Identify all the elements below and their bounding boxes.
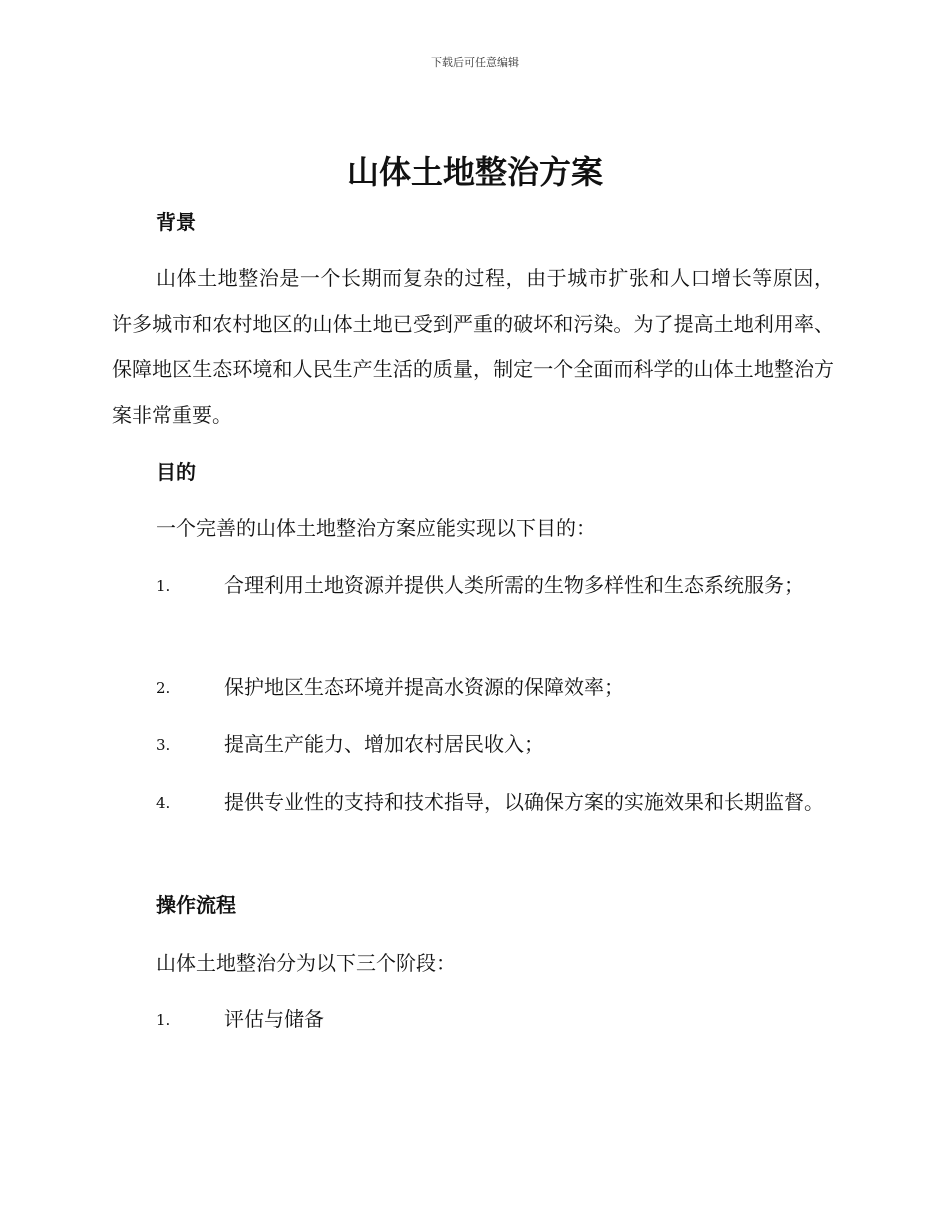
list-number: 1. bbox=[156, 1011, 171, 1029]
process-list-item bbox=[112, 997, 834, 1043]
purpose-list-item bbox=[112, 780, 834, 826]
list-text: 提高生产能力、增加农村居民收入； bbox=[224, 732, 544, 756]
purpose-intro: 一个完善的山体土地整治方案应能实现以下目的： bbox=[156, 516, 596, 540]
list-number: 1. bbox=[156, 577, 171, 595]
section-heading-background: 背景 bbox=[156, 210, 196, 234]
list-number: 4. bbox=[156, 794, 171, 812]
process-intro: 山体土地整治分为以下三个阶段： bbox=[156, 951, 456, 975]
section-heading-purpose: 目的 bbox=[156, 460, 196, 484]
purpose-list-item bbox=[112, 722, 834, 768]
background-paragraph: 山体土地整治是一个长期而复杂的过程，由于城市扩张和人口增长等原因，许多城市和农村地区的山体土地已受到严重的破坏和污染。为了提高土地利用率、保障地区生态环境和人民生产生活的质量，制定一个全面而科学的山体土地整治方案非常重要。 bbox=[112, 266, 834, 427]
section-heading-process: 操作流程 bbox=[156, 893, 236, 917]
list-number: 2. bbox=[156, 679, 171, 697]
list-text: 提供专业性的支持和技术指导，以确保方案的实施效果和长期监督。 bbox=[224, 790, 824, 814]
list-text: 合理利用土地资源并提供人类所需的生物多样性和生态系统服务； bbox=[224, 573, 804, 597]
list-number: 3. bbox=[156, 736, 171, 754]
list-text: 评估与储备 bbox=[224, 1007, 324, 1031]
header-note: 下载后可任意编辑 bbox=[431, 56, 519, 69]
list-text: 保护地区生态环境并提高水资源的保障效率； bbox=[224, 675, 624, 699]
document-title: 山体土地整治方案 bbox=[346, 153, 603, 191]
purpose-list-item bbox=[112, 563, 834, 609]
purpose-list-item bbox=[112, 665, 834, 711]
